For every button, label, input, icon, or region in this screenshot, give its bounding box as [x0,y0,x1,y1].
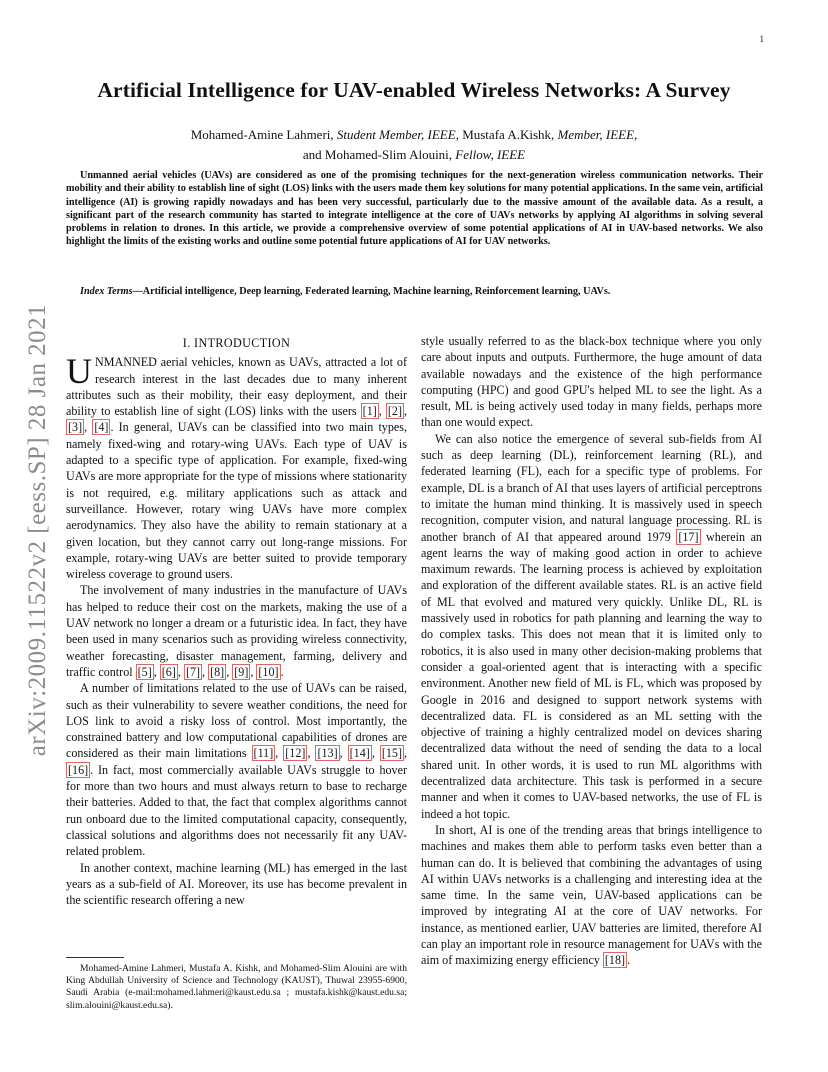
citation-link[interactable]: [2] [387,404,402,419]
intro-paragraph-2: The involvement of many industries in the manufacture of UAVs has helped to reduce their cost on the markets, making the use of a UAV network no longer a dream or a futuristic idea. In fact, they have been used in many scenarios such as providing wireless connectivity, weather forecasting, disaster management, farming, delivery and traffic control [5] , [6] , [7] , [8] , [9] , [10] . [66,583,407,679]
paragraph-text: . [280,664,284,679]
author-affiliation-footnote: Mohamed-Amine Lahmeri, Mustafa A. Kishk, and Mohamed-Slim Alouini are with King Abdullah University of Science and Technology (KAUST), Thuwal 23955-6900, Saudi Arabia (e-mail:mohamed.lahmeri@kaust.edu.sa ; mustafa.kishk@kaust.edu.sa; slim.alouini@kaust.edu.sa). [66,963,407,1011]
paragraph-text: A number of limitations related to the use of UAVs can be raised, such as their vulnerability to severe weather conditions, the need for LOS link to avoid a risky loss of control. Most importantly, the constrained battery and low computational capabilities of drones are considered as their main limitations [66,681,407,761]
abstract: Unmanned aerial vehicles (UAVs) are considered as one of the promising techniques for the next-generation wireless communication networks. Their mobility and their ability to establish line of sight (LOS) links with the users made them key solutions for many potential applications. In the same vein, artificial intelligence (AI) is growing rapidly nowadays and has been very successful, particularly due to the massive amount of the available data. As a result, a significant part of the research community has started to integrate intelligence at the core of UAVs networks by applying AI algorithms in solving several problems in relation to drones. In this article, we provide a comprehensive overview of some potential applications of AI in UAV-based networks. We also highlight the limits of the existing works and outline some potential future applications of AI for UAV networks. [66,170,763,248]
footnote-divider [66,957,124,958]
author-3-name: and Mohamed-Slim Alouini, [302,147,456,162]
paragraph-text: wherein an agent learns the way of making good action in order to achieve maximum rewards. The learning process is achieved by exploitation and exploration of the different available states. RL is an active field of ML that evolved and matured very quickly. Unlike DL, RL is massively used in robotics for path planning and learning the way to do complex tasks. This does not mean that it is limited only to robotics, it is also used in many other decision-making problems that consider a goal-oriented agent that is interacting with a specific environment. Another new field of ML is FL, which was proposed by Google in 2016 and designed to support network systems with decentralized data. FL is considered as an ML setting with the objective of training a highly centralized model on devices sharing decentralized data without the need of sending the data to a local shared unit. In other words, it is used to run ML algorithms with decentralized data architecture. This task is performed in a secure manner and when it comes to UAV-based networks, the use of FL is indeed a hot topic. [421,529,762,821]
index-terms-text: —Artificial intelligence, Deep learning, Federated learning, Machine learning, Reinforcement learning, UAVs. [132,286,611,297]
arxiv-id-text: arXiv:2009.11522v2 [eess.SP] 28 Jan 2021 [24,303,51,757]
index-terms-label: Index Terms [80,286,133,297]
intro-paragraph-5 [421,431,762,822]
citation-link[interactable]: [16] [68,762,89,777]
citation-link[interactable]: [11] [253,746,274,761]
author-2-name: , Mustafa A.Kishk, [455,127,558,142]
paragraph-text: . In general, UAVs can be classified into two main types, namely fixed-wing and rotary-wing UAVs. Each type of UAV is adapted to a specific type of application. For example, fixed-wing UAVs are more appropriate for the type of missions where stationarity is not required, e.g. military applications such as attack and surveillance. However, rotary wing UAVs have more complex aerodynamics. They also have the ability to remain stationary at a given location, but they cannot carry out long-range missions. For example, rotary-wing UAVs are better suited to provide temporary wireless coverage to ground users. [66,420,407,582]
citation-link[interactable]: [18] [604,953,626,968]
paragraph-text: NMANNED aerial vehicles, known as UAVs, attracted a lot of research interest in the last decades due to many inherent attributes such as their mobility, their easy deployment, and their ability to establish line of sight (LOS) links with the users [66,355,407,419]
citation-link[interactable]: [17] [678,529,699,544]
author-1-name: Mohamed-Amine Lahmeri, [190,127,337,142]
section-heading-introduction: I. INTRODUCTION [182,336,291,350]
citation-link[interactable]: [12] [285,746,306,761]
page-number: 1 [759,34,764,44]
citation-link[interactable]: [9] [234,664,249,679]
citation-link[interactable]: [10] [258,664,279,679]
citation-link[interactable]: [1] [362,404,377,419]
right-column [421,333,762,969]
citation-link[interactable]: [14] [349,746,370,761]
paragraph-text: . [627,953,631,968]
intro-paragraph-3: A number of limitations related to the use of UAVs can be raised, such as their vulnerability to severe weather conditions, the need for LOS link to avoid a risky loss of control. Most importantly, the constrained battery and low computational capabilities of drones are considered as their main limitations [11] , [12] , [13] , [14] , [15] , [16] . In fact, most commercially available UAVs struggle to hover for more than two hours and must always return to base to recharge their batteries. Added to that, the fact that complex algorithms cannot run onboard due to the limited computational capacity, consequently, classical solutions and algorithms does not necessarily fit any UAV-related problem. [66,681,408,859]
left-column [66,335,407,908]
citation-link[interactable]: [4] [94,420,109,435]
index-terms [66,285,763,298]
citation-link[interactable]: [6] [161,664,176,679]
citation-link[interactable]: [15] [381,746,402,761]
paragraph-text: The involvement of many industries in the manufacture of UAVs has helped to reduce their cost on the markets, making the use of a UAV network no longer a dream or a futuristic idea. In fact, they have been used in many scenarios such as providing wireless connectivity, weather forecasting, disaster management, farming, delivery and traffic control [66,583,407,679]
paper-title: Artificial Intelligence for UAV-enabled Wireless Networks: A Survey [97,78,731,102]
author-separator: , [634,127,638,142]
paragraph-text: . In fact, most commercially available UAVs struggle to hover for more than two hours and must always return to base to recharge their batteries. Added to that, the fact that complex algorithms cannot run onboard due to the limited computational capacity, consequently, classical solutions and algorithms does not necessarily fit any UAV-related problem. [66,762,407,859]
arxiv-identifier-stamp [8,290,68,770]
drop-cap-letter: U [66,351,92,392]
paragraph-text: In short, AI is one of the trending areas that brings intelligence to machines and makes them able to perform tasks even better than a human can do. It is believed that combining the advantages of using AI within UAVs networks is a challenging and interesting idea at the same time. In the same vein, UAV-based applications can be improved by integrating AI at the core of UAV networks. For instance, as mentioned earlier, UAV batteries are limited, therefore AI can play an important role in resource management for UAVs with the aim of maximizing energy efficiency [421,822,762,968]
author-2-role: Member, IEEE [557,127,635,142]
citation-link[interactable]: [8] [210,664,225,679]
author-3-role: Fellow, IEEE [455,147,526,162]
author-block [60,125,768,165]
intro-paragraph-4: In another context, machine learning (ML) has emerged in the last years as a sub-field of AI. Moreover, its use has become prevalent in the scientific research offering a new [66,860,407,908]
citation-link[interactable]: [3] [68,420,83,435]
citation-link[interactable]: [13] [317,746,338,761]
intro-paragraph-1: UNMANNED aerial vehicles, known as UAVs, attracted a lot of research interest in the last decades due to many inherent attributes such as their mobility, their easy deployment, and their ability to establish line of sight (LOS) links with the users [1] , [2] , [3] , [4] . In general, UAVs can be classified into two main types, namely fixed-wing and rotary-wing UAVs. Each type of UAV is adapted to a specific type of application. For example, fixed-wing UAVs are more appropriate for the type of missions where stationarity is not required, e.g. military applications such as attack and surveillance. However, rotary wing UAVs have more complex aerodynamics. They also have the ability to remain stationary at a given location, but they cannot carry out long-range missions. For example, rotary-wing UAVs are better suited to provide temporary wireless coverage to ground users. [66,351,408,582]
intro-paragraph-6 [421,822,762,969]
paragraph-text: We can also notice the emergence of several sub-fields from AI such as deep learning (DL), reinforcement learning (RL), and federated learning (FL), each for a specific type of problems. For example, DL is a branch of AI that uses layers of artificial perceptrons to imitate the human mind thinking. It is massively used in speech recognition, computer vision, and natural language processing. RL is another branch of AI that appeared around 1979 [421,431,762,544]
author-1-role: Student Member, IEEE [336,127,456,142]
citation-link[interactable]: [7] [185,664,201,679]
intro-paragraph-4-continued: style usually referred to as the black-box technique where you only care about inputs and outputs. Furthermore, the huge amount of data available nowadays and the existence of the high performance computing (HPC) and good GPU's helped ML to see the light. As a result, ML is being actively used today in many fields, perhaps more than one would expect. [421,334,762,430]
citation-link[interactable]: [5] [137,664,152,679]
